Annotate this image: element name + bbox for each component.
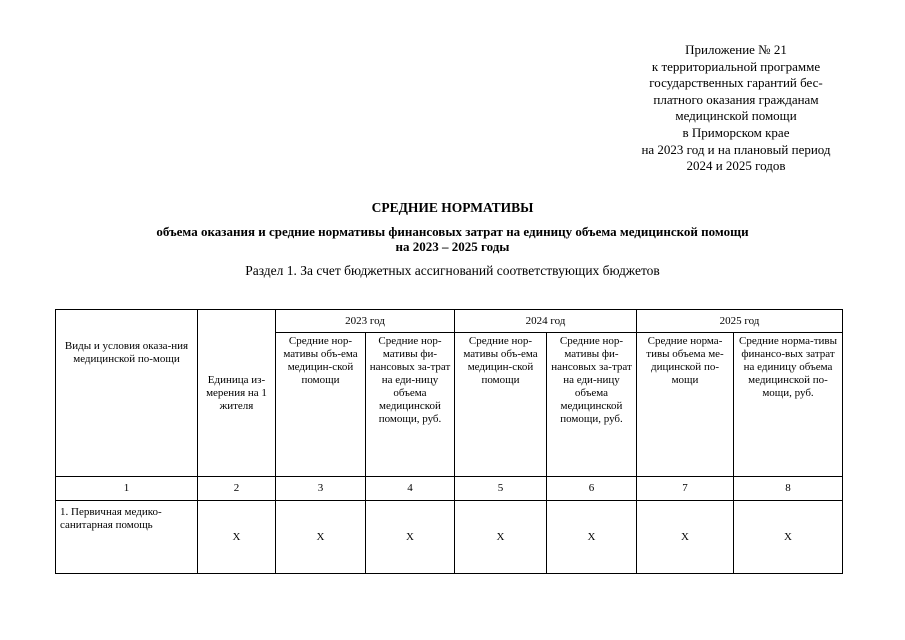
header-year-2023: 2023 год (276, 310, 455, 333)
column-number: 4 (366, 477, 455, 501)
column-number: 3 (276, 477, 366, 501)
row-label: 1. Первичная медико-санитарная помощь (56, 501, 198, 574)
document-title: СРЕДНИЕ НОРМАТИВЫ (371, 200, 534, 215)
table-cell: Х (366, 501, 455, 574)
header-cost-2025: Средние норма-тивы финансо-вых затрат на единицу объема медицинской по-мощи, руб. (734, 333, 843, 477)
table-cell: Х (547, 501, 637, 574)
table-cell: Х (734, 501, 843, 574)
appendix-line: Приложение № 21 (685, 42, 787, 57)
table-cell: Х (637, 501, 734, 574)
appendix-line: на 2023 год и на плановый период (641, 141, 831, 157)
section-heading: Раздел 1. За счет бюджетных ассигнований соответствующих бюджетов (245, 263, 660, 278)
table-cell: Х (198, 501, 276, 574)
appendix-line: 2024 и 2025 годов (686, 158, 786, 174)
table-cell: Х (276, 501, 366, 574)
column-number: 1 (56, 477, 198, 501)
table-cell: Х (455, 501, 547, 574)
header-type-conditions: Виды и условия оказа-ния медицинской по-мощи (56, 310, 198, 477)
column-number: 6 (547, 477, 637, 501)
appendix-line: медицинской помощи (675, 108, 797, 124)
column-number: 7 (637, 477, 734, 501)
column-number-row (56, 477, 843, 501)
subtitle-line-1: объема оказания и средние нормативы финансовых затрат на единицу объема медицинской помощи (156, 224, 749, 239)
header-year-2024: 2024 год (455, 310, 637, 333)
header-cost-2023: Средние нор-мативы фи-нансовых за-трат на еди-ницу объема медицинской помощи, руб. (366, 333, 455, 477)
subtitle-line-2: на 2023 – 2025 годы (395, 239, 510, 254)
appendix-line: к территориальной программе (651, 58, 821, 74)
table-row (56, 501, 843, 574)
header-volume-2024: Средние нор-мативы объ-ема медицин-ской помощи (455, 333, 547, 477)
document-subtitle (100, 224, 805, 254)
norms-table (55, 309, 843, 574)
column-number: 2 (198, 477, 276, 501)
header-year-2025: 2025 год (637, 310, 843, 333)
column-number: 8 (734, 477, 843, 501)
header-unit: Единица из-мерения на 1 жителя (198, 310, 276, 477)
column-number: 5 (455, 477, 547, 501)
appendix-line: государственных гарантий бес- (649, 75, 823, 91)
header-volume-2025: Средние норма-тивы объема ме-дицинской по-мощи (637, 333, 734, 477)
appendix-header (618, 42, 854, 175)
header-volume-2023: Средние нор-мативы объ-ема медицин-ской помощи (276, 333, 366, 477)
appendix-line: в Приморском крае (682, 124, 790, 140)
appendix-line: платного оказания гражданам (653, 91, 819, 107)
header-cost-2024: Средние нор-мативы фи-нансовых за-трат на еди-ницу объема медицинской помощи, руб. (547, 333, 637, 477)
